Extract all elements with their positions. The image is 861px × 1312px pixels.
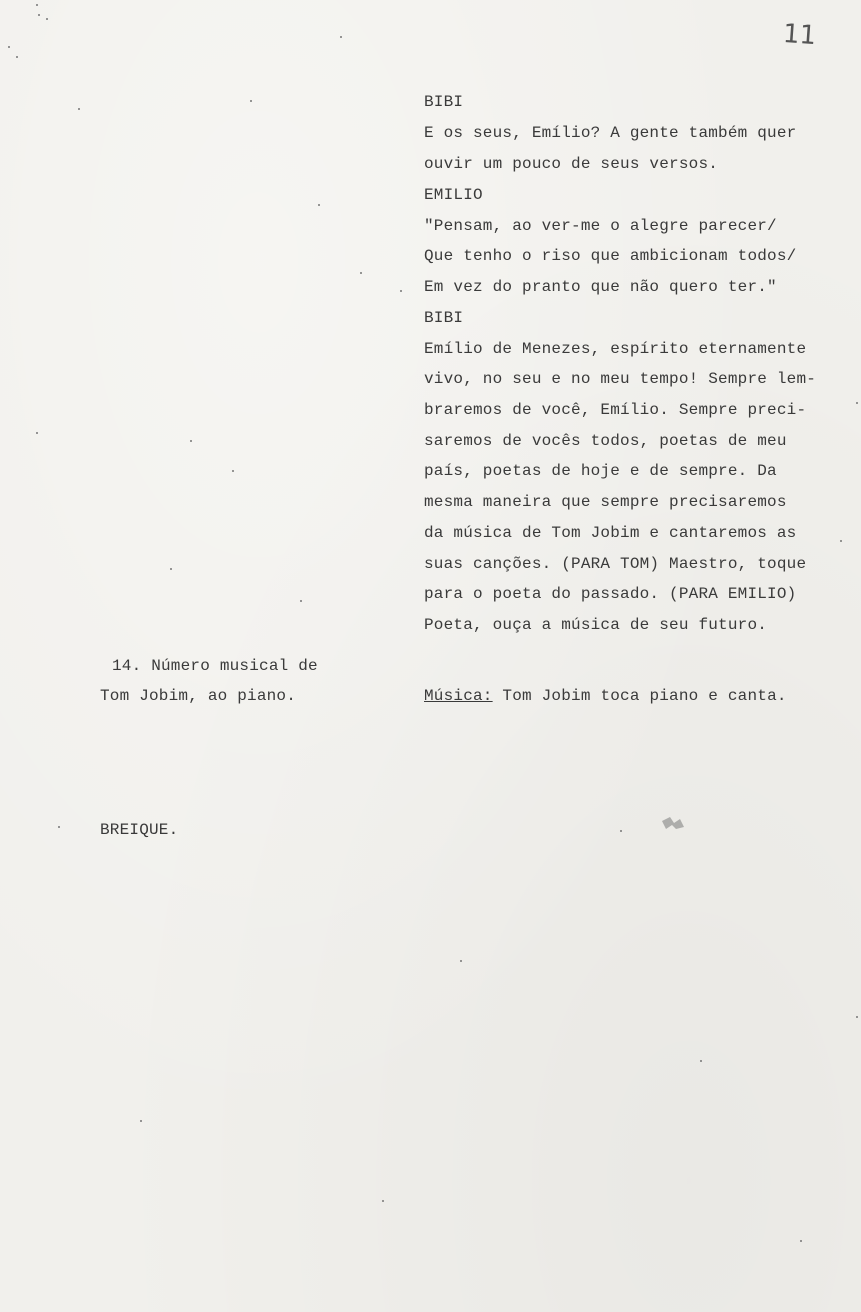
- dialogue-line: ouvir um pouco de seus versos.: [424, 155, 719, 173]
- ink-smudge: [660, 815, 686, 833]
- dialogue-line: braremos de você, Emílio. Sempre preci-: [424, 401, 807, 419]
- dialogue-line: saremos de vocês todos, poetas de meu: [424, 432, 787, 450]
- dialogue-line: vivo, no seu e no meu tempo! Sempre lem-: [424, 370, 817, 388]
- dialogue-line: suas canções. (PARA TOM) Maestro, toque: [424, 555, 807, 573]
- dialogue-line: para o poeta do passado. (PARA EMILIO): [424, 585, 797, 603]
- scan-speck: [360, 272, 362, 274]
- scan-speck: [170, 568, 172, 570]
- scan-speck: [318, 204, 320, 206]
- scan-speck: [36, 4, 38, 6]
- music-direction: [424, 686, 787, 706]
- scan-speck: [700, 1060, 702, 1062]
- scan-speck: [190, 440, 192, 442]
- scan-speck: [400, 290, 402, 292]
- speaker-emilio: EMILIO: [424, 186, 483, 204]
- scan-speck: [38, 14, 40, 16]
- verse-line: "Pensam, ao ver-me o alegre parecer/: [424, 217, 777, 235]
- scan-speck: [800, 1240, 802, 1242]
- page-number-mark: 11: [781, 18, 818, 52]
- scan-speck: [840, 540, 842, 542]
- scan-speck: [460, 960, 462, 962]
- scan-speck: [78, 108, 80, 110]
- scan-speck: [620, 830, 622, 832]
- cue-number-line: 14. Número musical de: [112, 657, 318, 675]
- scan-speck: [250, 100, 252, 102]
- dialogue-line: mesma maneira que sempre precisaremos: [424, 493, 787, 511]
- dialogue-line: Emílio de Menezes, espírito eternamente: [424, 340, 807, 358]
- dialogue-line: país, poetas de hoje e de sempre. Da: [424, 462, 777, 480]
- verse-line: Que tenho o riso que ambicionam todos/: [424, 247, 797, 265]
- scan-speck: [300, 600, 302, 602]
- scan-speck: [340, 36, 342, 38]
- scan-speck: [382, 1200, 384, 1202]
- dialogue-line: Poeta, ouça a música de seu futuro.: [424, 616, 768, 634]
- scan-speck: [140, 1120, 142, 1122]
- speaker-bibi: BIBI: [424, 309, 464, 327]
- cue-detail-line: Tom Jobim, ao piano.: [100, 687, 297, 705]
- verse-line: Em vez do pranto que não quero ter.": [424, 278, 777, 296]
- music-label: Música:: [424, 687, 493, 705]
- scan-speck: [58, 826, 60, 828]
- music-text: Tom Jobim toca piano e canta.: [492, 687, 787, 705]
- scan-speck: [36, 432, 38, 434]
- break-label: BREIQUE.: [100, 821, 179, 839]
- scan-speck: [16, 56, 18, 58]
- scan-speck: [232, 470, 234, 472]
- dialogue-line: da música de Tom Jobim e cantaremos as: [424, 524, 797, 542]
- speaker-bibi: BIBI: [424, 93, 464, 111]
- scan-speck: [46, 18, 48, 20]
- scan-speck: [856, 402, 858, 404]
- scan-speck: [856, 1016, 858, 1018]
- dialogue-line: E os seus, Emílio? A gente também quer: [424, 124, 797, 142]
- scan-speck: [8, 46, 10, 48]
